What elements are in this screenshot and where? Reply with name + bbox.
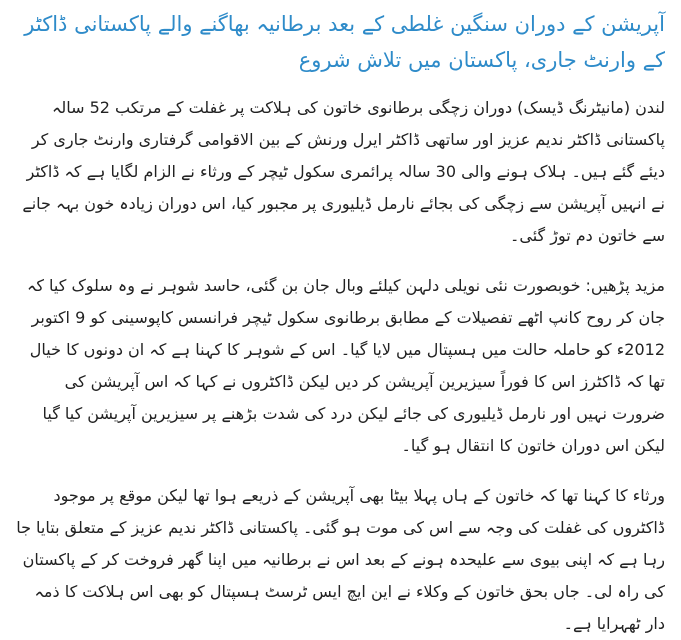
article-paragraph-1: لندن (مانیٹرنگ ڈیسک) دوران زچگی برطانوی خاتون کی ہلاکت پر غفلت کے مرتکب 52 سالہ پاکستانی ڈاکٹر ندیم عزیز اور ساتھی ڈاکٹر ایرل ورنش کے بین الاقوامی گرفتاری وارنٹ جاری کر دیئے گئے ہیں۔ ہلاک ہونے والی 30 سالہ پرائمری سکول ٹیچر کے ورثاء نے الزام لگایا ہے کہ ڈاکٹر نے انہیں آپریشن سے زچگی کی بجائے نارمل ڈیلیوری پر مجبور کیا، اس دوران زیادہ خون بہہ جانے سے خاتون دم توڑ گئی۔: [22, 98, 665, 245]
article-headline: آپریشن کے دوران سنگین غلطی کے بعد برطانیہ بھاگنے والے پاکستانی ڈاکٹر کے وارنٹ جاری، پاکستان میں تلاش شروع: [24, 12, 665, 72]
article-paragraph-3: ورثاء کا کہنا تھا کہ خاتون کے ہاں پہلا بیٹا بھی آپریشن کے ذریعے ہوا تھا لیکن موقع پر موجود ڈاکٹروں کی غفلت کی وجہ سے اس کی موت ہو گئی۔ پاکستانی ڈاکٹر ندیم عزیز کے متعلق بتایا جا رہا ہے کہ اپنی بیوی سے علیحدہ ہونے کے بعد اس نے برطانیہ میں اپنا گھر فروخت کر کے پاکستان کی راہ لی۔ جاں بحق خاتون کے وکلاء نے این ایچ ایس ٹرسٹ ہسپتال کو بھی اس ہلاکت کا ذمہ دار ٹھہرایا ہے۔: [16, 486, 665, 633]
article-paragraph-2: مزید پڑھیں: خوبصورت نئی نویلی دلہن کیلئے وبال جان بن گئی، حاسد شوہر نے وہ سلوک کیا کہ جان کر روح کانپ اٹھے تفصیلات کے مطابق برطانوی سکول ٹیچر فرانسس کاپوسینی کو 9 اکتوبر 2012ء کو حاملہ حالت میں ہسپتال میں لایا گیا۔ اس کے شوہر کا کہنا ہے کہ ان دونوں کا خیال تھا کہ ڈاکٹرز اس کا فوراً سیزیرین آپریشن کر دیں لیکن ڈاکٹروں نے کہا کہ اس آپریشن کی ضرورت نہیں اور نارمل ڈیلیوری کی جائے لیکن درد کی شدت بڑھنے پر سیزیرین آپریشن کیا گیا لیکن اس دوران خاتون کا انتقال ہو گیا۔: [26, 276, 665, 455]
